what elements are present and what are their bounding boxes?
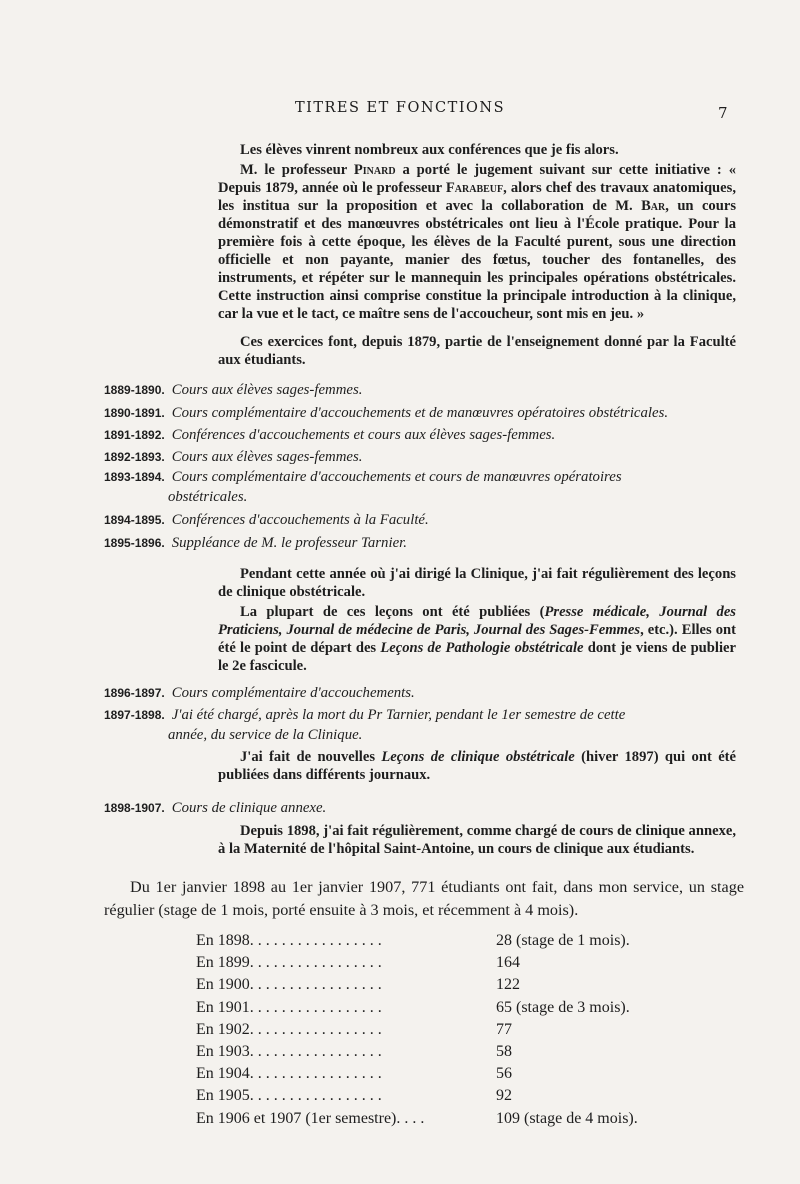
running-header: TITRES ET FONCTIONS: [294, 100, 506, 116]
stat-year: En 1904. . . . . . . . . . . . . . . . .: [196, 1065, 382, 1083]
entry-1891: [104, 425, 744, 445]
stat-row: [196, 976, 716, 998]
stat-row: [196, 954, 716, 976]
clinique-paragraph-2: [218, 603, 736, 675]
stat-year: En 1900. . . . . . . . . . . . . . . . .: [196, 976, 382, 994]
stat-row: [196, 1043, 716, 1065]
intro-paragraph-3: Ces exercices font, depuis 1879, partie de l'enseignement donné par la Faculté aux étudiants.: [218, 334, 736, 368]
entry-years: 1891-1892.: [104, 428, 165, 442]
stat-row: [196, 1065, 716, 1087]
entry-title-continued: obstétricales.: [168, 489, 248, 505]
intro-text-c: , alors chef des travaux anatomiques, les institua sur la proposition et avec la collaboration de M.: [218, 180, 736, 214]
entry-years: 1896-1897.: [104, 686, 165, 700]
nouvelles-text-b: (hiver 1897) qui ont été publiées dans différents journaux.: [218, 749, 737, 783]
entry-title: Cours complémentaire d'accouchements.: [171, 685, 415, 701]
entry-title: J'ai été chargé, après la mort du Pr Tarnier, pendant le 1er semestre de cette: [171, 707, 626, 723]
clinique-text-b: , etc.). Elles ont été le point de départ des: [218, 622, 736, 656]
entry-title: Cours aux élèves sages-femmes.: [171, 382, 363, 398]
entry-title: Suppléance de M. le professeur Tarnier.: [171, 535, 407, 551]
entry-1897: [104, 705, 744, 745]
entry-1892: [104, 447, 744, 467]
entry-title: Cours aux élèves sages-femmes.: [171, 449, 363, 465]
entry-1894: [104, 510, 744, 530]
stat-count: 28 (stage de 1 mois).: [496, 932, 630, 949]
entry-1896: [104, 683, 744, 703]
entry-title-continued: année, du service de la Clinique.: [168, 727, 363, 743]
name-pinard: Pinard: [353, 162, 396, 178]
entry-title: Conférences d'accouchements et cours aux élèves sages-femmes.: [171, 427, 556, 443]
lecons-clinique-title: Leçons de clinique obstétricale: [381, 749, 575, 765]
entry-years: 1895-1896.: [104, 536, 165, 550]
clinique-paragraph-1: Pendant cette année où j'ai dirigé la Clinique, j'ai fait régulièrement des leçons de clinique obstétricale.: [218, 566, 736, 600]
entry-title: Cours de clinique annexe.: [171, 800, 327, 816]
entry-1895: [104, 533, 744, 553]
entry-years: 1890-1891.: [104, 406, 165, 420]
clinique-text-c: dont je viens de publier le 2e fascicule.: [218, 640, 736, 674]
entry-title: Conférences d'accouchements à la Faculté.: [171, 512, 429, 528]
stat-year: En 1898. . . . . . . . . . . . . . . . .: [196, 932, 382, 949]
page-number: 7: [718, 104, 728, 122]
stat-row: [196, 1021, 716, 1043]
stat-count: 109 (stage de 4 mois).: [496, 1109, 638, 1127]
entry-1889: [104, 380, 744, 400]
entry-1893: [104, 467, 744, 507]
intro-text-b: a porté le jugement suivant sur cette initiative : « Depuis 1879, année où le professeur: [218, 162, 737, 196]
stat-count: 65 (stage de 3 mois).: [496, 998, 630, 1016]
nouvelles-text-a: J'ai fait de nouvelles: [240, 749, 382, 765]
clinique-annexe-paragraph: Depuis 1898, j'ai fait régulièrement, comme chargé de cours de clinique annexe, à la Maternité de l'hôpital Saint-Antoine, un cours de clinique aux étudiants.: [218, 823, 736, 857]
entry-years: 1893-1894.: [104, 470, 165, 484]
stat-count: 58: [496, 1042, 512, 1060]
stat-year: En 1902. . . . . . . . . . . . . . . . .: [196, 1020, 382, 1038]
entry-title: Cours complémentaire d'accouchements et de manœuvres opératoires obstétricales.: [171, 405, 669, 421]
name-farabeuf: Farabeuf: [445, 180, 504, 196]
stat-year: En 1906 et 1907 (1er semestre). . . .: [196, 1109, 425, 1127]
intro-paragraph-1: Les élèves vinrent nombreux aux conférences que je fis alors.: [240, 142, 619, 158]
journals-list: Presse médicale, Journal des Praticiens, Journal de médecine de Paris, Journal des Sages-Femmes: [218, 604, 736, 638]
stat-count: 164: [496, 954, 520, 972]
stat-year: En 1903. . . . . . . . . . . . . . . . .: [196, 1042, 382, 1060]
stat-row: [196, 1110, 716, 1132]
name-bar: Bar: [641, 198, 666, 214]
entry-1890: [104, 403, 744, 423]
entry-title: Cours complémentaire d'accouchements et cours de manœuvres opératoires: [171, 469, 622, 485]
intro-text-a: M. le professeur: [240, 162, 354, 178]
entry-years: 1897-1898.: [104, 708, 165, 722]
entry-years: 1894-1895.: [104, 513, 165, 527]
lecons-pathologie-title: Leçons de Pathologie obstétricale: [380, 640, 584, 656]
intro-text-d: , un cours démonstratif et des manœuvres obstétricales ont lieu à l'École pratique. Pour la première fois à cette époque, les élèves de la Faculté purent, sous une direction officielle et non payante, manier des fœtus, toucher des fontanelles, des instruments, et répéter sur le mannequin les principales opérations obstétricales. Cette instruction ainsi comprise constitue la principale introduction à la clinique, car la vue et le tact, ce maître sens de l'accoucheur, sont mis en jeu. »: [218, 198, 736, 322]
entry-years: 1892-1893.: [104, 450, 165, 464]
students-summary: Du 1er janvier 1898 au 1er janvier 1907, 771 étudiants ont fait, dans mon service, un stage régulier (stage de 1 mois, porté ensuite à 3 mois, et récemment à 4 mois).: [104, 878, 744, 919]
students-per-year-table: [196, 932, 716, 1132]
entry-years: 1889-1890.: [104, 383, 165, 397]
stat-year: En 1901. . . . . . . . . . . . . . . . .: [196, 998, 382, 1016]
stat-row: [196, 1087, 716, 1109]
intro-paragraph-2: [218, 161, 736, 323]
stat-row: [196, 932, 716, 954]
stat-row: [196, 999, 716, 1021]
stat-count: 122: [496, 976, 520, 994]
stat-count: 56: [496, 1065, 512, 1083]
stat-count: 77: [496, 1020, 512, 1038]
entry-1898: [104, 798, 744, 818]
entry-years: 1898-1907.: [104, 801, 165, 815]
stat-year: En 1905. . . . . . . . . . . . . . . . .: [196, 1087, 382, 1105]
stat-year: En 1899. . . . . . . . . . . . . . . . .: [196, 954, 382, 972]
clinique-text-a: La plupart de ces leçons ont été publiées (: [240, 604, 545, 620]
nouvelles-lecons-paragraph: [218, 748, 736, 784]
stat-count: 92: [496, 1087, 512, 1105]
